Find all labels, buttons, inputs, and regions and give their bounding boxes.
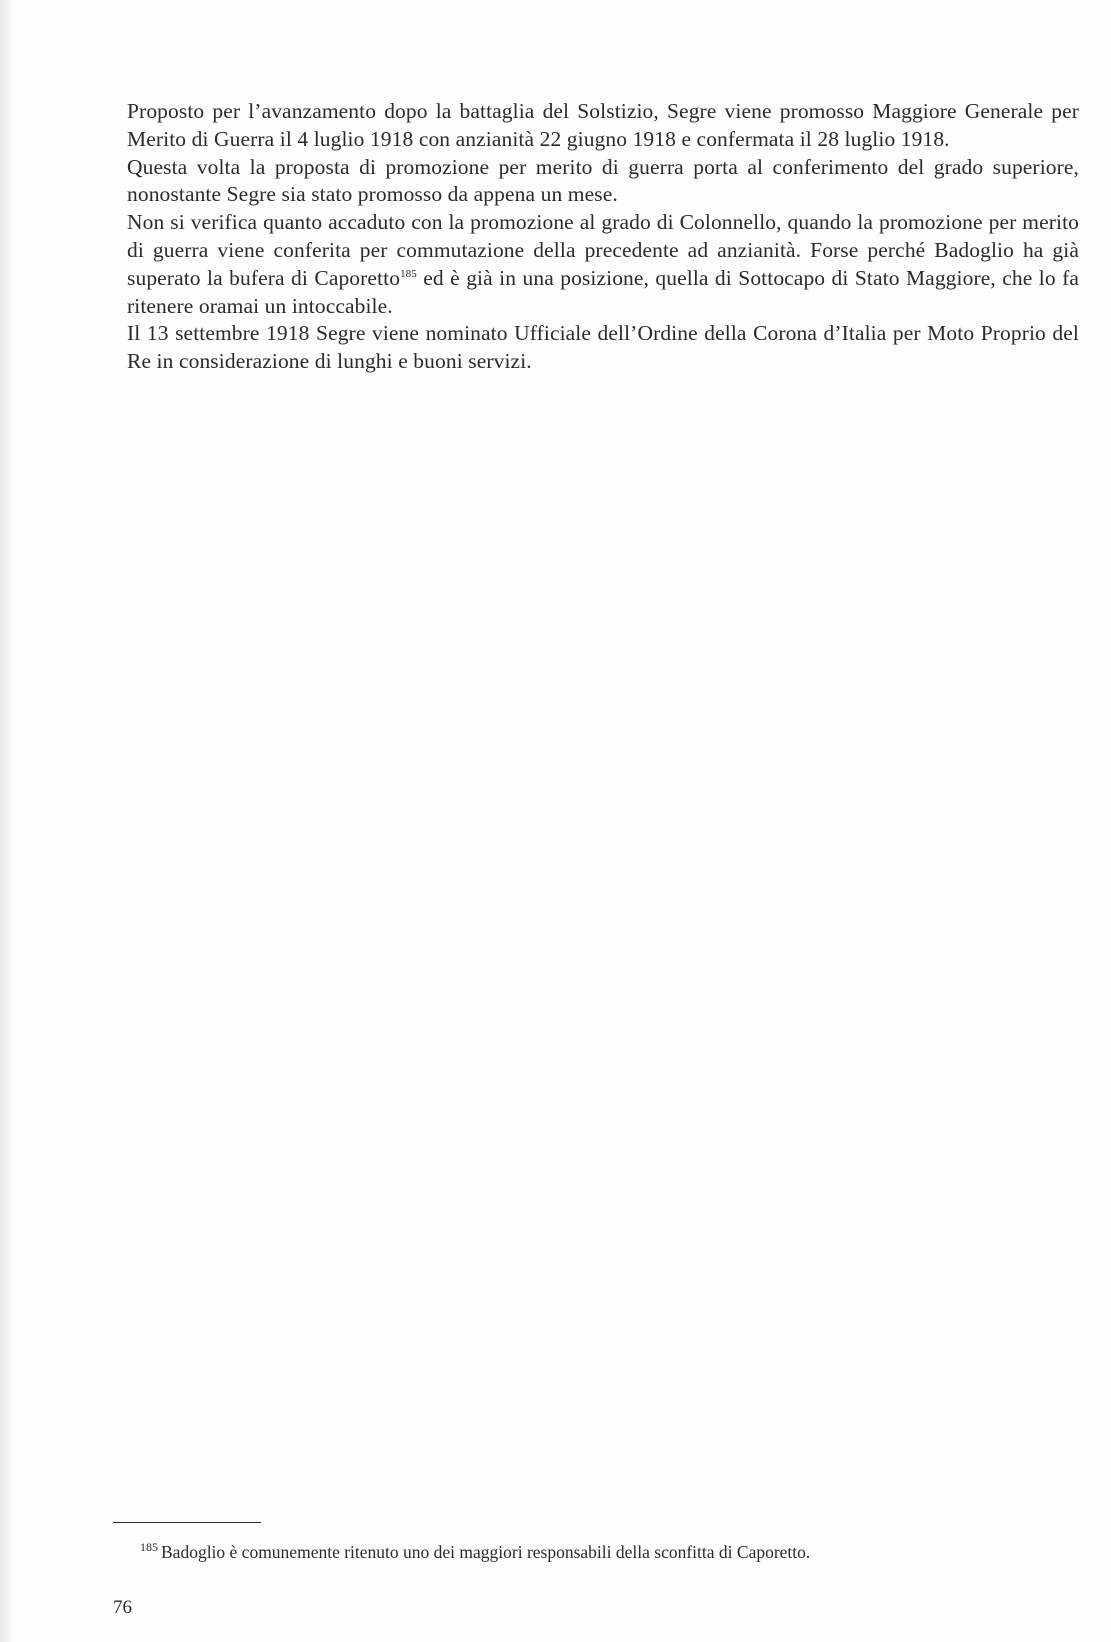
footnote-reference[interactable]: 185 [400, 267, 417, 280]
footnote-number: 185 [140, 1540, 158, 1555]
footnote [140, 1540, 1040, 1564]
page-number: 76 [113, 1597, 132, 1618]
paragraph-3-text-after: ed è già in una posizione, quella di Sottocapo di Stato Maggiore, che lo fa ritenere oramai un intoccabile. [127, 265, 1079, 318]
footnote-text: Badoglio è comunemente ritenuto uno dei maggiori responsabili della sconfitta di Caporetto. [161, 1542, 811, 1562]
body-text [127, 98, 1079, 376]
paragraph-2: Questa volta la proposta di promozione per merito di guerra porta al conferimento del grado superiore, nonostante Segre sia stato promosso da appena un mese. [127, 154, 1079, 207]
paragraph-3 [127, 209, 1079, 320]
page-edge-shadow [0, 0, 14, 1642]
paragraph-1: Proposto per l’avanzamento dopo la battaglia del Solstizio, Segre viene promosso Maggiore Generale per Merito di Guerra il 4 luglio 1918 con anzianità 22 giugno 1918 e confermata il 28 luglio 1918. [127, 99, 1079, 151]
paragraph-4: Il 13 settembre 1918 Segre viene nominato Ufficiale dell’Ordine della Corona d’Italia per Moto Proprio del Re in considerazione di lunghi e buoni servizi. [127, 321, 1079, 374]
paragraph-3-text-before: Non si verifica quanto accaduto con la promozione al grado di Colonnello, quando la promozione per merito di guerra viene conferita per commutazione della precedente ad anzianità. Forse perché Badoglio ha già superato la bufera di Caporetto [127, 210, 1079, 290]
footnote-separator [113, 1522, 261, 1523]
